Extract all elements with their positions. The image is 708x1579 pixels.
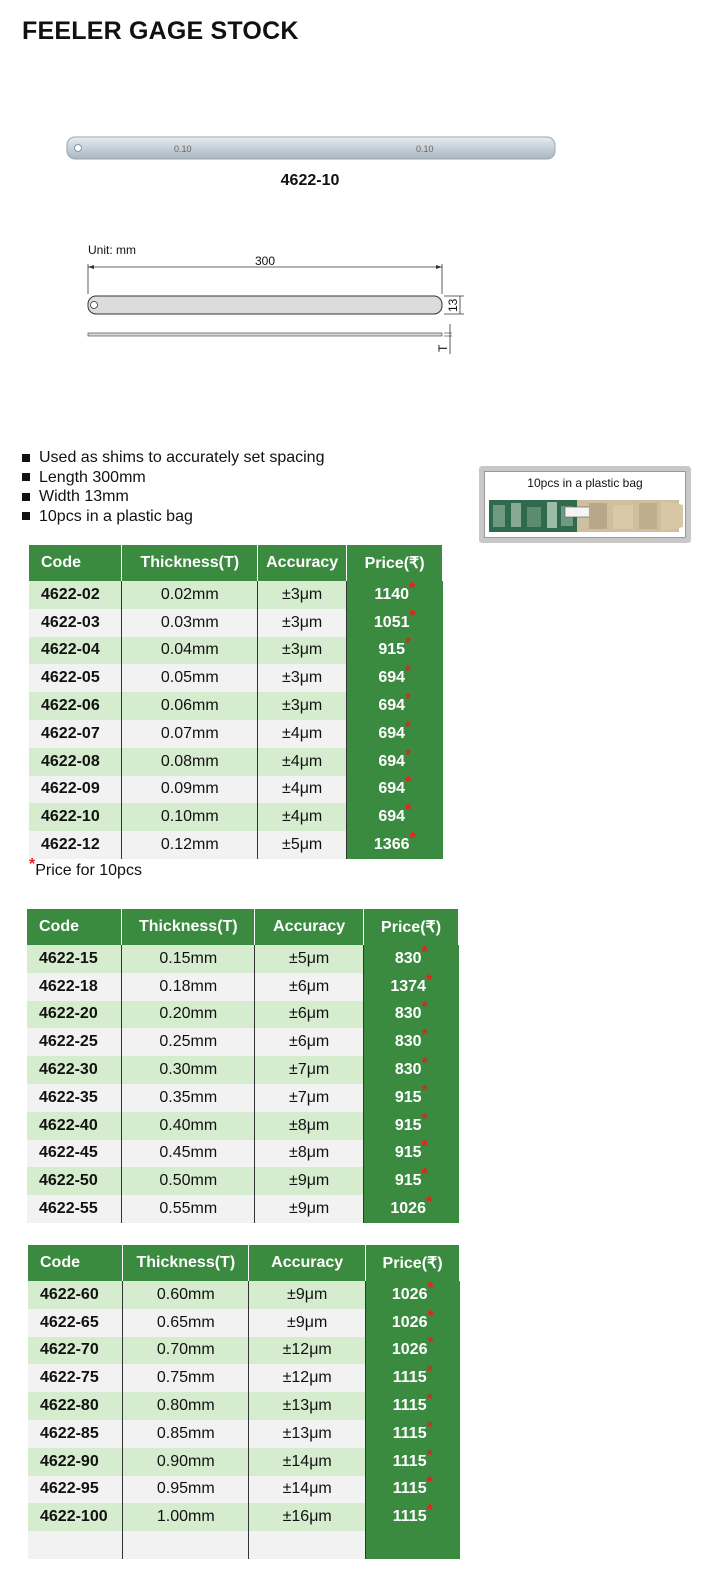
accuracy-cell: ±6μm [255, 973, 364, 1001]
price-cell [347, 664, 443, 692]
price-cell [364, 1195, 459, 1223]
price-cell [366, 1309, 460, 1337]
bullet-icon [22, 454, 30, 462]
price-cell [366, 1392, 460, 1420]
accuracy-cell: ±5μm [258, 831, 347, 859]
feature-list [22, 448, 324, 526]
thickness-cell: 0.50mm [122, 1167, 255, 1195]
code-cell: 4622-100 [28, 1503, 123, 1531]
price-value: 1115 [392, 1369, 427, 1387]
asterisk-icon: * [421, 1110, 428, 1128]
price-cell [364, 945, 459, 973]
thickness-cell: 0.07mm [122, 720, 258, 748]
code-cell: 4622-60 [28, 1281, 123, 1309]
accuracy-cell: ±9μm [255, 1167, 364, 1195]
accuracy-cell: ±6μm [255, 1001, 364, 1029]
accuracy-cell: ±3μm [258, 609, 347, 637]
thickness-cell: 0.15mm [122, 945, 255, 973]
plastic-bag-caption: 10pcs in a plastic bag [527, 476, 643, 490]
code-header: Code [27, 909, 122, 945]
price-value: 1366 [373, 836, 410, 854]
price-cell [366, 1420, 460, 1448]
asterisk-icon: * [29, 856, 36, 873]
code-cell: 4622-85 [28, 1420, 123, 1448]
price-cell [366, 1503, 460, 1531]
table-row [28, 1281, 460, 1309]
table-row [29, 803, 443, 831]
asterisk-icon: * [409, 579, 416, 597]
price-value: 830 [394, 1033, 422, 1051]
table-row [28, 1364, 460, 1392]
code-cell: 4622-90 [28, 1448, 123, 1476]
thickness-cell: 0.45mm [122, 1140, 255, 1168]
code-cell: 4622-40 [27, 1112, 122, 1140]
thickness-symbol: T [436, 344, 450, 352]
table-row [27, 973, 459, 1001]
price-cell [366, 1476, 460, 1504]
accuracy-header: Accuracy [249, 1245, 366, 1281]
accuracy-cell: ±13μm [249, 1420, 366, 1448]
code-cell: 4622-25 [27, 1028, 122, 1056]
accuracy-cell: ±13μm [249, 1392, 366, 1420]
thickness-cell: 0.08mm [122, 748, 258, 776]
thickness-header: Thickness(T) [122, 909, 255, 945]
price-note: *Price for 10pcs [29, 856, 142, 879]
thickness-cell: 0.90mm [123, 1448, 249, 1476]
accuracy-cell: ±9μm [249, 1281, 366, 1309]
code-cell: 4622-12 [29, 831, 122, 859]
page-title: FEELER GAGE STOCK [22, 17, 299, 45]
asterisk-icon: * [426, 1418, 433, 1436]
asterisk-icon: * [405, 691, 412, 709]
price-cell [347, 637, 443, 665]
width-dimension: 13 [446, 298, 460, 312]
thickness-cell: 0.95mm [123, 1476, 249, 1504]
accuracy-cell [249, 1531, 366, 1559]
code-cell: 4622-65 [28, 1309, 123, 1337]
price-value: 915 [378, 641, 406, 659]
thickness-cell: 0.04mm [122, 637, 258, 665]
thickness-cell: 0.70mm [123, 1337, 249, 1365]
code-cell: 4622-70 [28, 1337, 123, 1365]
model-caption: 4622-10 [280, 172, 340, 189]
table-row [27, 1140, 459, 1168]
asterisk-icon: * [426, 1502, 433, 1520]
price-value: 1115 [392, 1424, 427, 1442]
code-cell: 4622-80 [28, 1392, 123, 1420]
strip-marking-right: 0.10 [416, 144, 434, 154]
asterisk-icon: * [405, 746, 412, 764]
table-row [28, 1392, 460, 1420]
asterisk-icon: * [405, 802, 412, 820]
thickness-cell: 0.80mm [123, 1392, 249, 1420]
table-row [29, 637, 443, 665]
asterisk-icon: * [426, 1363, 433, 1381]
table-row [28, 1531, 460, 1559]
price-cell [364, 973, 459, 1001]
code-cell: 4622-03 [29, 609, 122, 637]
price-cell [364, 1112, 459, 1140]
accuracy-cell: ±3μm [258, 692, 347, 720]
bullet-icon [22, 512, 30, 520]
spec-table-1 [29, 545, 443, 859]
unit-label: Unit: mm [88, 243, 136, 257]
table-row [28, 1503, 460, 1531]
price-cell [364, 1056, 459, 1084]
code-cell: 4622-09 [29, 776, 122, 804]
asterisk-icon: * [421, 1138, 428, 1156]
price-cell [347, 692, 443, 720]
asterisk-icon: * [405, 774, 412, 792]
accuracy-cell: ±9μm [249, 1309, 366, 1337]
code-cell: 4622-95 [28, 1476, 123, 1504]
asterisk-icon: * [409, 830, 416, 848]
code-cell: 4622-18 [27, 973, 122, 1001]
table-row [29, 692, 443, 720]
feature-item: Used as shims to accurately set spacing [22, 448, 324, 468]
code-header: Code [29, 545, 122, 581]
asterisk-icon: * [427, 1279, 434, 1297]
accuracy-cell: ±12μm [249, 1337, 366, 1365]
asterisk-icon: * [409, 607, 416, 625]
table-row [29, 831, 443, 859]
price-value: 1115 [392, 1480, 427, 1498]
plastic-bag-figure [479, 466, 691, 543]
asterisk-icon: * [405, 635, 412, 653]
price-value: 1051 [373, 613, 410, 631]
price-value: 1026 [391, 1341, 428, 1359]
asterisk-icon: * [421, 1166, 428, 1184]
accuracy-cell: ±8μm [255, 1140, 364, 1168]
thickness-cell: 0.30mm [122, 1056, 255, 1084]
code-cell: 4622-08 [29, 748, 122, 776]
table-row [29, 748, 443, 776]
table-row [29, 609, 443, 637]
thickness-cell: 1.00mm [123, 1503, 249, 1531]
table-row [28, 1420, 460, 1448]
table-row [28, 1309, 460, 1337]
spec-table-3 [28, 1245, 460, 1559]
thickness-cell: 0.03mm [122, 609, 258, 637]
accuracy-cell: ±4μm [258, 748, 347, 776]
thickness-cell: 0.02mm [122, 581, 258, 609]
price-value: 694 [378, 669, 406, 687]
price-cell [347, 581, 443, 609]
price-cell [364, 1001, 459, 1029]
code-cell: 4622-75 [28, 1364, 123, 1392]
thickness-cell: 0.40mm [122, 1112, 255, 1140]
price-value: 915 [394, 1144, 422, 1162]
accuracy-cell: ±4μm [258, 776, 347, 804]
bullet-icon [22, 493, 30, 501]
asterisk-icon: * [427, 1307, 434, 1325]
price-value: 830 [394, 949, 422, 967]
code-cell: 4622-10 [29, 803, 122, 831]
price-header: Price(₹) [366, 1245, 460, 1281]
price-cell [364, 1167, 459, 1195]
table-row [29, 720, 443, 748]
price-value: 1115 [392, 1397, 427, 1415]
accuracy-cell: ±5μm [255, 945, 364, 973]
price-cell [364, 1084, 459, 1112]
table-row [27, 1001, 459, 1029]
thickness-cell: 0.75mm [123, 1364, 249, 1392]
table-row [28, 1476, 460, 1504]
accuracy-header: Accuracy [258, 545, 347, 581]
price-value: 1374 [390, 977, 426, 995]
length-dimension: 300 [255, 254, 276, 268]
code-cell: 4622-35 [27, 1084, 122, 1112]
asterisk-icon: * [405, 718, 412, 736]
accuracy-cell: ±3μm [258, 581, 347, 609]
thickness-cell: 0.55mm [122, 1195, 255, 1223]
asterisk-icon: * [421, 1055, 428, 1073]
thickness-cell: 0.10mm [122, 803, 258, 831]
table-header-row [27, 909, 459, 945]
price-value: 1026 [391, 1313, 428, 1331]
accuracy-cell: ±4μm [258, 720, 347, 748]
table-row [29, 581, 443, 609]
accuracy-cell: ±9μm [255, 1195, 364, 1223]
table-row [27, 1112, 459, 1140]
price-value: 1026 [390, 1200, 426, 1218]
table-row [28, 1448, 460, 1476]
asterisk-icon: * [426, 1446, 433, 1464]
table-row [29, 664, 443, 692]
price-value: 1026 [391, 1285, 428, 1303]
price-value: 915 [394, 1088, 422, 1106]
spec-table-2 [27, 909, 459, 1223]
table-row [29, 776, 443, 804]
thickness-cell: 0.20mm [122, 1001, 255, 1029]
price-cell [366, 1281, 460, 1309]
thickness-header: Thickness(T) [123, 1245, 249, 1281]
price-cell [347, 748, 443, 776]
plastic-bag-panel [484, 471, 686, 538]
table-row [28, 1337, 460, 1365]
accuracy-cell: ±4μm [258, 803, 347, 831]
strip-marking-left: 0.10 [174, 144, 192, 154]
asterisk-icon: * [421, 999, 428, 1017]
accuracy-cell: ±6μm [255, 1028, 364, 1056]
price-value: 830 [394, 1061, 422, 1079]
price-cell [366, 1337, 460, 1365]
thickness-cell [123, 1531, 249, 1559]
thickness-header: Thickness(T) [122, 545, 258, 581]
table-row [27, 1195, 459, 1223]
price-value: 830 [394, 1005, 422, 1023]
price-value: 694 [378, 808, 406, 826]
accuracy-cell: ±8μm [255, 1112, 364, 1140]
asterisk-icon: * [405, 663, 412, 681]
feeler-strip-photo [66, 135, 556, 161]
price-cell [366, 1364, 460, 1392]
code-cell: 4622-06 [29, 692, 122, 720]
price-cell [347, 720, 443, 748]
accuracy-cell: ±3μm [258, 637, 347, 665]
price-cell [347, 831, 443, 859]
code-cell: 4622-20 [27, 1001, 122, 1029]
thickness-cell: 0.85mm [123, 1420, 249, 1448]
price-cell [366, 1531, 460, 1559]
table-row [27, 1056, 459, 1084]
accuracy-cell: ±7μm [255, 1084, 364, 1112]
asterisk-icon: * [421, 1082, 428, 1100]
bullet-icon [22, 473, 30, 481]
table-row [27, 945, 459, 973]
code-cell: 4622-05 [29, 664, 122, 692]
thickness-cell: 0.18mm [122, 973, 255, 1001]
price-cell [347, 609, 443, 637]
thickness-cell: 0.09mm [122, 776, 258, 804]
accuracy-cell: ±3μm [258, 664, 347, 692]
price-header: Price(₹) [364, 909, 459, 945]
feature-item: Length 300mm [22, 468, 324, 488]
code-cell [28, 1531, 123, 1559]
thickness-cell: 0.60mm [123, 1281, 249, 1309]
price-value: 1115 [392, 1508, 427, 1526]
price-value: 694 [378, 697, 406, 715]
code-cell: 4622-02 [29, 581, 122, 609]
accuracy-cell: ±14μm [249, 1476, 366, 1504]
price-value: 915 [394, 1172, 422, 1190]
code-header: Code [28, 1245, 123, 1281]
price-value: 694 [378, 780, 406, 798]
asterisk-icon: * [427, 1335, 434, 1353]
accuracy-cell: ±7μm [255, 1056, 364, 1084]
price-cell [347, 776, 443, 804]
table-header-row [29, 545, 443, 581]
code-cell: 4622-50 [27, 1167, 122, 1195]
code-cell: 4622-07 [29, 720, 122, 748]
price-cell [364, 1028, 459, 1056]
asterisk-icon: * [425, 1194, 433, 1212]
price-value: 694 [378, 724, 406, 742]
table-row [27, 1084, 459, 1112]
table-header-row [28, 1245, 460, 1281]
thickness-cell: 0.35mm [122, 1084, 255, 1112]
price-value: 915 [394, 1116, 422, 1134]
rupee-icon: ₹ [409, 555, 420, 572]
asterisk-icon: * [421, 1027, 428, 1045]
thickness-cell: 0.05mm [122, 664, 258, 692]
price-header: Price(₹) [347, 545, 443, 581]
thickness-cell: 0.06mm [122, 692, 258, 720]
rupee-icon: ₹ [427, 1255, 438, 1272]
price-cell [366, 1448, 460, 1476]
thickness-cell: 0.25mm [122, 1028, 255, 1056]
plastic-bag-image [489, 497, 683, 535]
feature-item: Width 13mm [22, 487, 324, 507]
price-value: 694 [378, 752, 406, 770]
price-cell [347, 803, 443, 831]
feature-item: 10pcs in a plastic bag [22, 507, 324, 527]
table-row [27, 1028, 459, 1056]
asterisk-icon: * [426, 1391, 433, 1409]
dimension-drawing [80, 236, 480, 361]
code-cell: 4622-04 [29, 637, 122, 665]
code-cell: 4622-15 [27, 945, 122, 973]
thickness-cell: 0.65mm [123, 1309, 249, 1337]
asterisk-icon: * [426, 1474, 433, 1492]
price-cell [364, 1140, 459, 1168]
accuracy-header: Accuracy [255, 909, 364, 945]
accuracy-cell: ±12μm [249, 1364, 366, 1392]
code-cell: 4622-45 [27, 1140, 122, 1168]
accuracy-cell: ±14μm [249, 1448, 366, 1476]
accuracy-cell: ±16μm [249, 1503, 366, 1531]
price-value: 1140 [374, 585, 410, 603]
asterisk-icon: * [425, 971, 433, 989]
code-cell: 4622-55 [27, 1195, 122, 1223]
price-value: 1115 [392, 1452, 427, 1470]
asterisk-icon: * [421, 943, 428, 961]
rupee-icon: ₹ [425, 919, 436, 936]
table-row [27, 1167, 459, 1195]
code-cell: 4622-30 [27, 1056, 122, 1084]
thickness-cell: 0.12mm [122, 831, 258, 859]
